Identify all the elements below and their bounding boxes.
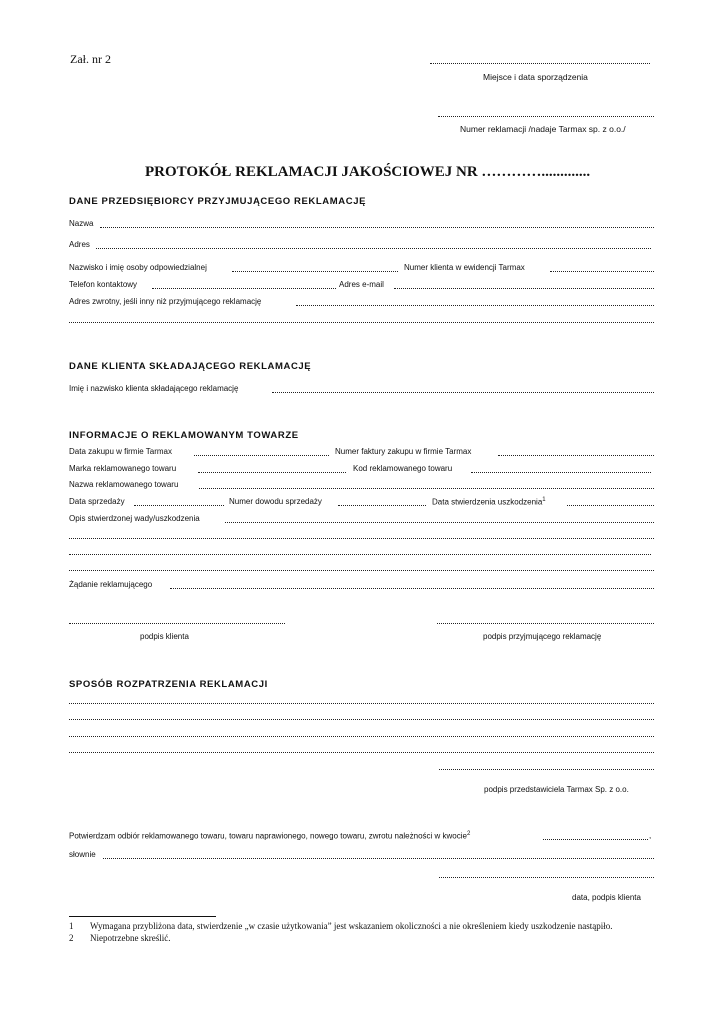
resolution-line-2[interactable] [69,719,654,720]
field-label-person: Nazwisko i imię osoby odpowiedzialnej [69,263,207,272]
signature-label-representative: podpis przedstawiciela Tarmax Sp. z o.o. [484,785,629,794]
field-label-code: Kod reklamowanego towaru [353,464,453,473]
field-line-amount[interactable] [543,839,648,840]
place-date-line[interactable] [430,63,650,64]
footnote-divider [69,916,216,917]
field-line-demand[interactable] [170,588,654,589]
section-heading-resolution: SPOSÓB ROZPATRZENIA REKLAMACJI [69,679,268,690]
comma-mark: , [649,831,652,840]
signature-line-receiver[interactable] [437,623,654,624]
field-label-client-number: Numer klienta w ewidencji Tarmax [404,263,525,272]
field-line-product-name[interactable] [199,488,654,489]
signature-line-representative[interactable] [439,769,654,770]
field-line-defect-1[interactable] [225,522,654,523]
field-line-purchase-date[interactable] [194,455,329,456]
field-line-email[interactable] [394,288,654,289]
footnote-ref-2: 2 [466,831,471,837]
field-line-brand[interactable] [198,472,346,473]
field-line-name[interactable] [100,227,654,228]
field-line-code[interactable] [471,472,651,473]
field-line-proof-number[interactable] [338,505,426,506]
complaint-number-line[interactable] [438,116,654,117]
field-label-client-name: Imię i nazwisko klienta składającego reklamację [69,384,239,393]
field-line-return-address[interactable] [296,305,654,306]
footnote-2-text: Niepotrzebne skreślić. [90,933,171,943]
field-label-email: Adres e-mail [339,280,384,289]
field-line-return-address-2[interactable] [69,322,654,323]
section-heading-entrepreneur: DANE PRZEDSIĘBIORCY PRZYJMUJĄCEGO REKLAMACJĘ [69,196,367,207]
signature-line-client[interactable] [69,623,285,624]
field-label-purchase-date: Data zakupu w firmie Tarmax [69,447,172,456]
footnote-1-num: 1 [69,921,74,931]
field-line-person[interactable] [232,271,398,272]
field-label-demand: Żądanie reklamującego [69,580,153,589]
field-label-damage-date [432,497,546,507]
resolution-line-4[interactable] [69,752,654,753]
section-heading-goods: INFORMACJE O REKLAMOWANYM TOWARZE [69,430,299,441]
field-line-phone[interactable] [152,288,336,289]
field-line-defect-3[interactable] [69,554,651,555]
complaint-number-label: Numer reklamacji /nadaje Tarmax sp. z o.o./ [460,124,626,134]
field-line-client-number[interactable] [550,271,654,272]
field-label-proof-number: Numer dowodu sprzedaży [229,497,322,506]
field-line-address[interactable] [96,248,651,249]
field-line-in-words[interactable] [103,858,654,859]
section-heading-client: DANE KLIENTA SKŁADAJĄCEGO REKLAMACJĘ [69,361,312,372]
field-line-defect-2[interactable] [69,538,654,539]
field-label-product-name: Nazwa reklamowanego towaru [69,480,179,489]
field-label-in-words: słownie [69,850,96,859]
signature-label-date-client: data, podpis klienta [572,893,641,902]
field-line-damage-date[interactable] [567,505,654,506]
field-line-defect-4[interactable] [69,570,654,571]
field-label-defect-description: Opis stwierdzonej wady/uszkodzenia [69,514,200,523]
confirmation-text-body: Potwierdzam odbiór reklamowanego towaru, towaru naprawionego, nowego towaru, zwrotu należności w kwocie [69,831,467,841]
signature-line-client-confirm[interactable] [439,877,654,878]
footnote-1-text: Wymagana przybliżona data, stwierdzenie „w czasie użytkowania” jest wskazaniem okoliczności a nie określeniem kiedy uszkodzenie nastąpiło. [90,921,613,931]
footnote-2-num: 2 [69,933,74,943]
field-label-brand: Marka reklamowanego towaru [69,464,177,473]
field-line-sale-date[interactable] [134,505,224,506]
field-label-return-address: Adres zwrotny, jeśli inny niż przyjmującego reklamację [69,297,262,306]
field-label-phone: Telefon kontaktowy [69,280,138,289]
signature-label-receiver: podpis przyjmującego reklamację [483,632,602,641]
damage-date-text: Data stwierdzenia uszkodzenia [432,497,543,507]
confirmation-text [69,831,470,841]
field-line-client-name[interactable] [272,392,654,393]
resolution-line-3[interactable] [69,736,654,737]
signature-label-client: podpis klienta [140,632,189,641]
page-title: PROTOKÓŁ REKLAMACJI JAKOŚCIOWEJ NR …………............. [145,164,591,180]
field-label-name: Nazwa [69,219,94,228]
field-label-invoice-number: Numer faktury zakupu w firmie Tarmax [335,447,472,456]
field-label-address: Adres [69,240,90,249]
resolution-line-1[interactable] [69,703,654,704]
field-label-sale-date: Data sprzedaży [69,497,125,506]
footnote-ref-1: 1 [542,497,546,503]
annex-label: Zał. nr 2 [70,52,111,66]
place-date-label: Miejsce i data sporządzenia [483,72,588,82]
field-line-invoice-number[interactable] [498,455,654,456]
